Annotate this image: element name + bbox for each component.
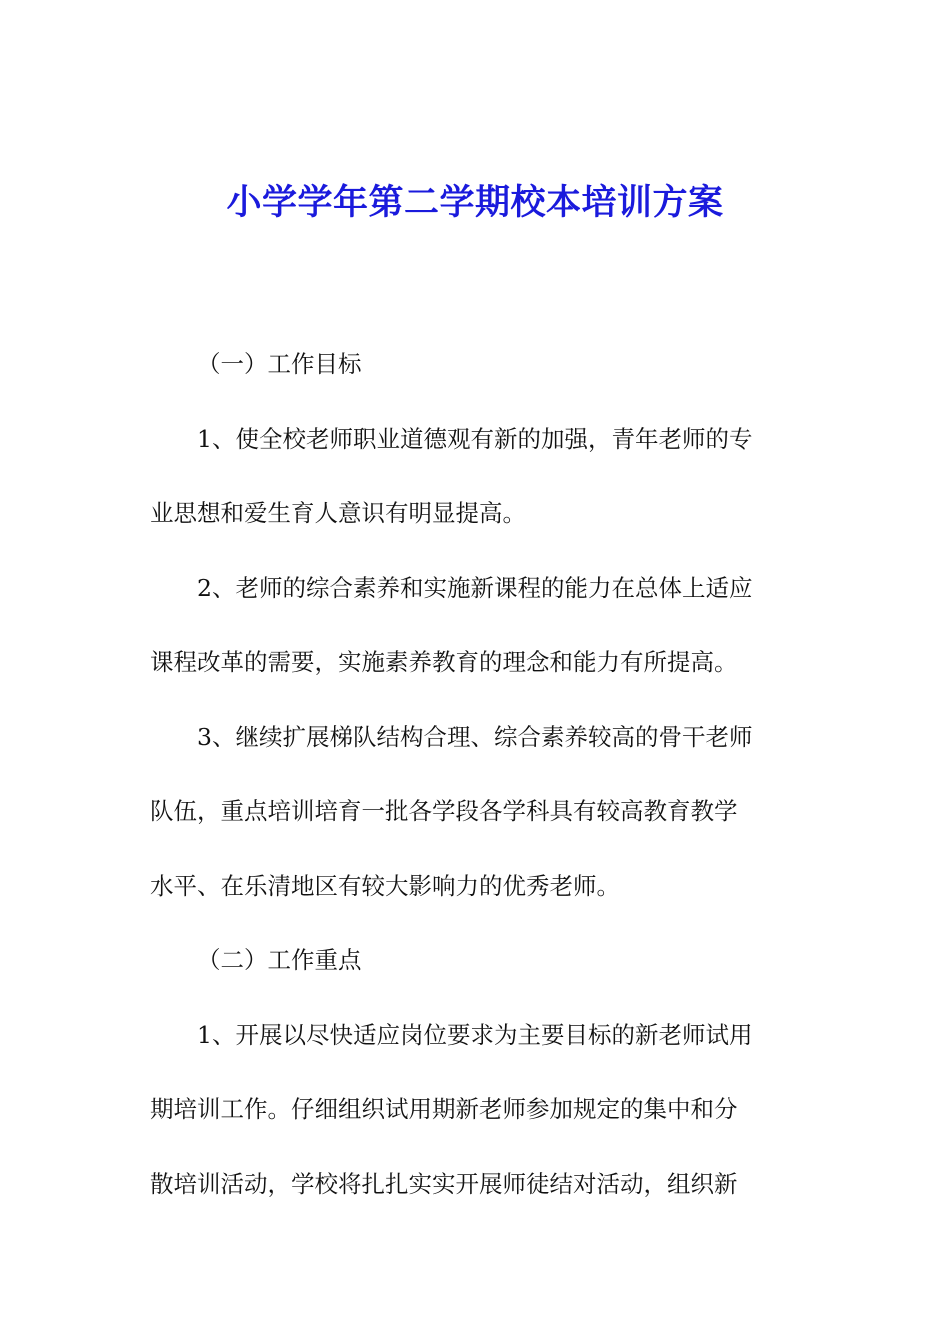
paragraph-line: 课程改革的需要，实施素养教育的理念和能力有所提高。 xyxy=(150,648,738,676)
goal-paragraph-2 xyxy=(150,551,810,700)
goal-paragraph-1 xyxy=(150,402,810,551)
focus-paragraph-1 xyxy=(150,998,810,1222)
paragraph-line: 散培训活动，学校将扎扎实实开展师徒结对活动，组织新 xyxy=(150,1169,738,1198)
paragraph-line: 1、开展以尽快适应岗位要求为主要目标的新老师试用 xyxy=(197,1020,753,1049)
document-body xyxy=(150,327,810,1221)
document-title: 小学学年第二学期校本培训方案 xyxy=(226,182,724,223)
paragraph-line: 3、继续扩展梯队结构合理、综合素养较高的骨干老师 xyxy=(197,722,753,751)
section-heading-focus xyxy=(150,923,810,998)
goal-paragraph-3 xyxy=(150,700,810,924)
paragraph-line: 1、使全校老师职业道德观有新的加强，青年老师的专 xyxy=(197,424,753,453)
paragraph-line: （一）工作目标 xyxy=(197,350,362,378)
paragraph-line: 队伍，重点培训培育一批各学段各学科具有较高教育教学 xyxy=(150,797,738,825)
paragraph-line: 期培训工作。仔细组织试用期新老师参加规定的集中和分 xyxy=(150,1095,738,1123)
paragraph-line: （二）工作重点 xyxy=(197,946,362,974)
paragraph-line: 2、老师的综合素养和实施新课程的能力在总体上适应 xyxy=(197,573,753,602)
section-heading-goals xyxy=(150,327,810,402)
paragraph-line: 业思想和爱生育人意识有明显提高。 xyxy=(150,499,526,527)
paragraph-line: 水平、在乐清地区有较大影响力的优秀老师。 xyxy=(150,871,620,900)
